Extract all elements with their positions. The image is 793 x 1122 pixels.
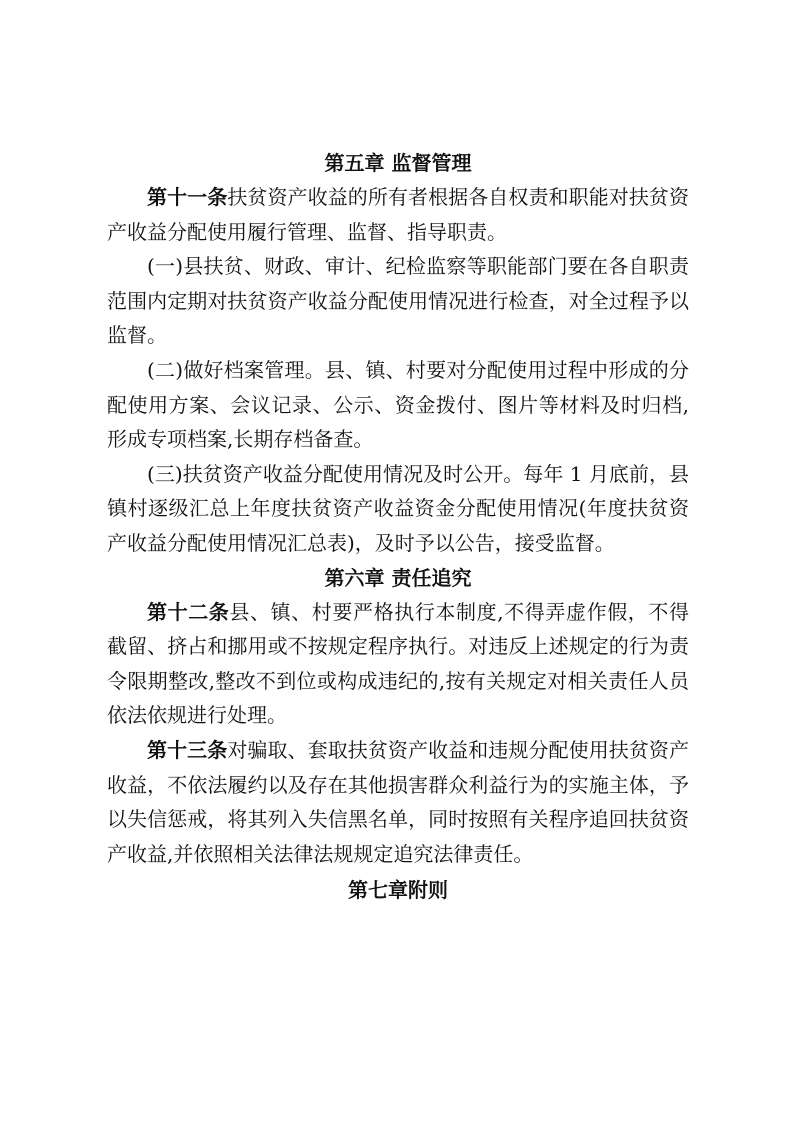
chapter-6-heading: 第六章 责任追究 <box>324 565 472 590</box>
article-12-paragraph <box>107 595 689 733</box>
article-11-text: 扶贫资产收益的所有者根据各自权责和职能对扶贫资产收益分配使用履行管理、监督、指导职责。 <box>107 185 690 244</box>
article-13-paragraph <box>107 733 689 871</box>
article-11-number: 第十一条 <box>147 185 228 209</box>
article-13-text: 对骗取、套取扶贫资产收益和违规分配使用扶贫资产收益，不依法履约以及存在其他损害群众利益行为的实施主体，予以失信惩戒，将其列入失信黑名单，同时按照有关程序追回扶贫资产收益,并依照相关法律法规规定追究法律责任。 <box>107 737 690 866</box>
item-3-paragraph: (三)扶贫资产收益分配使用情况及时公开。每年 1 月底前，县镇村逐级汇总上年度扶贫资产收益资金分配使用情况(年度扶贫资产收益分配使用情况汇总表)，及时予以公告，接受监督。 <box>107 461 689 555</box>
article-12-text: 县、镇、村要严格执行本制度,不得弄虚作假，不得截留、挤占和挪用或不按规定程序执行。对违反上述规定的行为责令限期整改,整改不到位或构成违纪的,按有关规定对相关责任人员依法依规进行处理。 <box>107 599 689 728</box>
chapter-7-heading: 第七章附则 <box>348 878 448 903</box>
article-13-number: 第十三条 <box>147 737 228 762</box>
item-1-paragraph: (一)县扶贫、财政、审计、纪检监察等职能部门要在各自职责范围内定期对扶贫资产收益分配使用情况进行检查，对全过程予以监督。 <box>107 254 689 348</box>
document-body <box>107 146 689 907</box>
chapter-5-heading: 第五章 监督管理 <box>324 151 472 175</box>
article-11-paragraph <box>107 180 689 249</box>
item-2-paragraph: (二)做好档案管理。县、镇、村要对分配使用过程中形成的分配使用方案、会议记录、公示、资金拨付、图片等材料及时归档,形成专项档案,长期存档备查。 <box>107 357 689 452</box>
article-12-number: 第十二条 <box>147 599 230 624</box>
